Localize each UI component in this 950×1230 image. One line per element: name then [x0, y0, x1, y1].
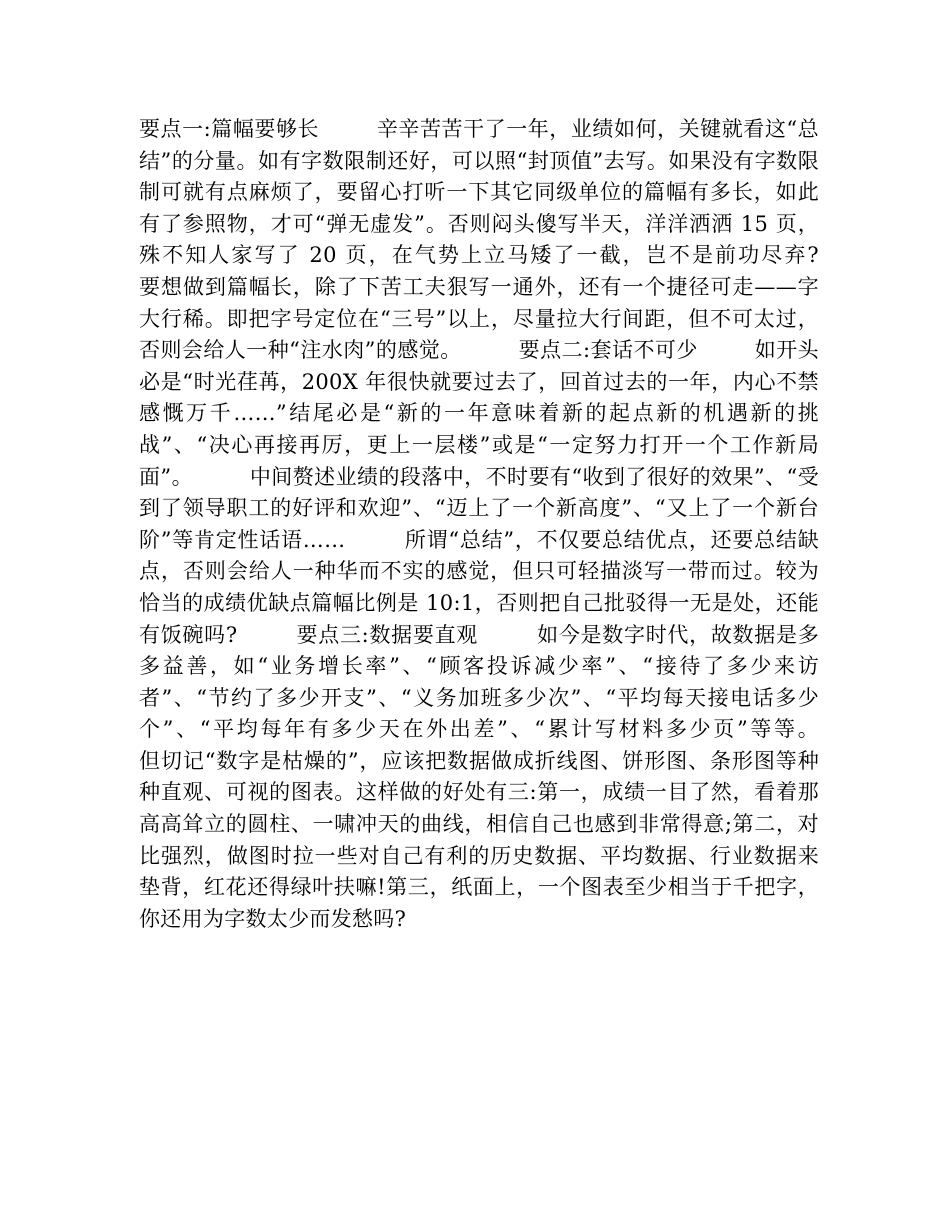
body-paragraph: 要点一:篇幅要够长 辛辛苦苦干了一年，业绩如何，关键就看这“总结”的分量。如有字数限制还好，可以照“封顶值”去写。如果没有字数限制可就有点麻烦了，要留心打听一下其它同级单位的篇幅有多长，如此有了参照物，才可“弹无虚发”。否则闷头傻写半天，洋洋洒洒 15 页，殊不知人家写了 20 页，在气势上立马矮了一截，岂不是前功尽弃? 要想做到篇幅长，除了下苦工夫狠写一通外，还有一个捷径可走——字大行稀。即把字号定位在“三号”以上，尽量拉大行间距，但不可太过，否则会给人一种“注水肉”的感觉。 要点二:套话不可少 如开头必是“时光荏苒，200X 年很快就要过去了，回首过去的一年，内心不禁感慨万千……”结尾必是“新的一年意味着新的起点新的机遇新的挑战”、“决心再接再厉，更上一层楼”或是“一定努力打开一个工作新局面”。 中间赘述业绩的段落中，不时要有“收到了很好的效果”、“受到了领导职工的好评和欢迎”、“迈上了一个新高度”、“又上了一个新台阶”等肯定性话语…… 所谓“总结”，不仅要总结优点，还要总结缺点，否则会给人一种华而不实的感觉，但只可轻描淡写一带而过。较为恰当的成绩优缺点篇幅比例是 10:1，否则把自己批驳得一无是处，还能有饭碗吗? 要点三:数据要直观 如今是数字时代，故数据是多多益善，如“业务增长率”、“顾客投诉减少率”、“接待了多少来访者”、“节约了多少开支”、“义务加班多少次”、“平均每天接电话多少个”、“平均每年有多少天在外出差”、“累计写材料多少页”等等。 但切记“数字是枯燥的”，应该把数据做成折线图、饼形图、条形图等种种直观、可视的图表。这样做的好处有三:第一，成绩一目了然，看着那高高耸立的圆柱、一啸冲天的曲线，相信自己也感到非常得意;第二，对比强烈，做图时拉一些对自己有利的历史数据、平均数据、行业数据来垫背，红花还得绿叶扶嘛!第三，纸面上，一个图表至少相当于千把字，你还用为字数太少而发愁吗?: [139, 117, 875, 931]
